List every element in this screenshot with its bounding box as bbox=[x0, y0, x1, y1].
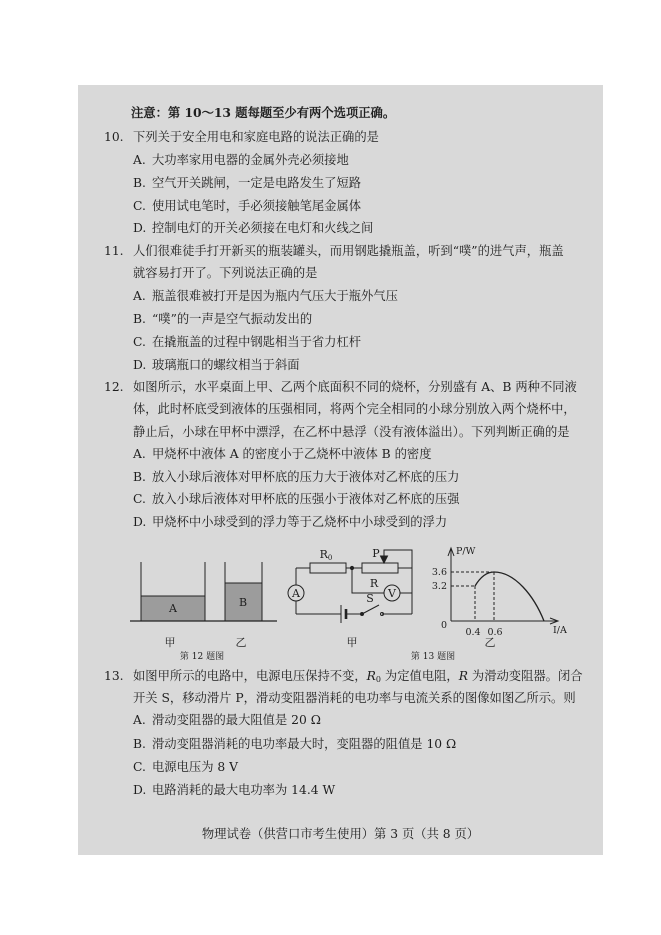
beaker-jia-label: 甲 bbox=[164, 636, 176, 649]
question-stem-line-1: 如图所示，水平桌面上甲、乙两个底面积不同的烧杯，分别盛有 A、B 两种不同液 bbox=[133, 380, 577, 394]
liquid-b-label: B bbox=[238, 596, 248, 609]
liquid-a-label: A bbox=[169, 602, 177, 615]
question-number: 12. bbox=[104, 380, 124, 394]
option-label-c: C. bbox=[133, 199, 146, 213]
question-stem: 下列关于安全用电和家庭电路的说法正确的是 bbox=[133, 130, 379, 144]
y-tick-label: 3.6 bbox=[431, 567, 447, 578]
r0-subscript: 0 bbox=[327, 554, 333, 562]
page-footer: 物理试卷（供营口市考生使用）第 3 页（共 8 页） bbox=[201, 827, 480, 841]
option-label-a: A. bbox=[133, 289, 146, 303]
option-text-d: 甲烧杯中小球受到的浮力等于乙烧杯中小球受到的浮力 bbox=[152, 515, 448, 529]
option-text-a: 滑动变阻器的最大阻值是 20 Ω bbox=[152, 713, 321, 727]
slider-p-label: P bbox=[372, 547, 380, 560]
question-stem-line-2: 开关 S，移动滑片 P，滑动变阻器消耗的电功率与电流关系的图像如图乙所示。则 bbox=[133, 691, 576, 705]
symbol-r: R bbox=[458, 669, 468, 683]
r0-label bbox=[320, 548, 333, 562]
x-axis-label: I/A bbox=[553, 625, 567, 636]
option-label-d: D. bbox=[133, 783, 147, 797]
figure-12 bbox=[130, 562, 277, 662]
question-stem-line-2: 就容易打开了。下列说法正确的是 bbox=[133, 266, 318, 280]
figure-13-graph bbox=[432, 546, 567, 649]
notice-text: 注意：第 10～13 题每题至少有两个选项正确。 bbox=[131, 105, 396, 120]
option-label-d: D. bbox=[133, 515, 147, 529]
option-label-c: C. bbox=[133, 492, 146, 506]
x-tick-label: 0.4 bbox=[465, 627, 481, 638]
question-stem-line-1 bbox=[133, 669, 583, 683]
question-stem-line-2: 体，此时杯底受到液体的压强相同，将两个完全相同的小球分别放入两个烧杯中， bbox=[133, 402, 576, 416]
option-label-a: A. bbox=[133, 153, 146, 167]
option-text-d: 玻璃瓶口的螺纹相当于斜面 bbox=[152, 358, 300, 372]
graph-yi-label: 乙 bbox=[484, 636, 496, 649]
figure-13-circuit bbox=[288, 547, 412, 649]
option-label-a: A. bbox=[133, 713, 146, 727]
r0-symbol: R bbox=[319, 548, 328, 561]
x-tick-label: 0.6 bbox=[487, 627, 503, 638]
option-label-d: D. bbox=[133, 221, 147, 235]
option-label-c: C. bbox=[133, 335, 146, 349]
question-number: 13. bbox=[104, 669, 124, 683]
switch-lever bbox=[362, 605, 379, 614]
option-text-d: 电路消耗的最大电功率为 14.4 W bbox=[152, 783, 336, 797]
switch-s-label: S bbox=[366, 592, 374, 605]
symbol-r0-subscript: 0 bbox=[375, 675, 382, 684]
resistor-r0 bbox=[310, 563, 346, 573]
y-axis-label: P/W bbox=[456, 546, 476, 557]
option-text-b: 滑动变阻器消耗的电功率最大时，变阻器的阻值是 10 Ω bbox=[152, 737, 457, 751]
option-text-b: 空气开关跳闸，一定是电路发生了短路 bbox=[152, 176, 362, 190]
stem-text: 为滑动变阻器。闭合 bbox=[467, 669, 583, 683]
beaker-yi-label: 乙 bbox=[235, 636, 247, 649]
option-text-c: 使用试电笔时，手必须接触笔尾金属体 bbox=[152, 199, 362, 213]
y-tick-label: 3.2 bbox=[431, 581, 447, 592]
option-text-b: 放入小球后液体对甲杯底的压力大于液体对乙杯底的压力 bbox=[152, 470, 460, 484]
stem-text: 为定值电阻， bbox=[381, 669, 459, 683]
option-text-a: 大功率家用电器的金属外壳必须接地 bbox=[152, 153, 349, 167]
origin-label: 0 bbox=[440, 620, 447, 631]
rheostat-r-label: R bbox=[369, 577, 379, 590]
option-text-b: “噗”的一声是空气振动发出的 bbox=[152, 312, 313, 326]
slider-p-arrowhead bbox=[381, 556, 388, 563]
option-label-a: A. bbox=[133, 447, 146, 461]
option-label-b: B. bbox=[133, 312, 146, 326]
option-label-b: B. bbox=[133, 737, 146, 751]
question-number: 10. bbox=[104, 130, 124, 144]
option-text-a: 瓶盖很难被打开是因为瓶内气压大于瓶外气压 bbox=[152, 289, 398, 303]
option-text-a: 甲烧杯中液体 A 的密度小于乙烧杯中液体 B 的密度 bbox=[152, 447, 432, 461]
option-text-c: 放入小球后液体对甲杯底的压强小于液体对乙杯底的压强 bbox=[152, 492, 460, 506]
option-label-c: C. bbox=[133, 760, 146, 774]
power-current-curve bbox=[475, 572, 544, 621]
figures bbox=[120, 540, 590, 670]
ammeter-label: A bbox=[292, 587, 300, 600]
option-text-c: 电源电压为 8 V bbox=[152, 760, 239, 774]
question-number: 11. bbox=[104, 244, 124, 258]
figure-12-caption: 第 12 题图 bbox=[179, 652, 225, 662]
option-label-d: D. bbox=[133, 358, 147, 372]
rheostat-r bbox=[362, 563, 398, 573]
figure-13-caption: 第 13 题图 bbox=[410, 652, 456, 662]
option-label-b: B. bbox=[133, 176, 146, 190]
question-stem-line-3: 静止后，小球在甲杯中漂浮，在乙杯中悬浮（没有液体溢出）。下列判断正确的是 bbox=[133, 425, 570, 439]
circuit-jia-label: 甲 bbox=[346, 636, 358, 649]
question-stem-line-1: 人们很难徒手打开新买的瓶装罐头，而用钢匙撬瓶盖，听到“噗”的进气声，瓶盖 bbox=[133, 244, 564, 258]
voltmeter-label: V bbox=[388, 587, 396, 600]
option-text-c: 在撬瓶盖的过程中钢匙相当于省力杠杆 bbox=[152, 335, 362, 349]
option-text-d: 控制电灯的开关必须接在电灯和火线之间 bbox=[152, 221, 374, 235]
symbol-r0: R bbox=[366, 669, 376, 683]
stem-text: 如图甲所示的电路中，电源电压保持不变， bbox=[133, 669, 367, 683]
option-label-b: B. bbox=[133, 470, 146, 484]
wire-voltmeter-left bbox=[352, 568, 384, 593]
